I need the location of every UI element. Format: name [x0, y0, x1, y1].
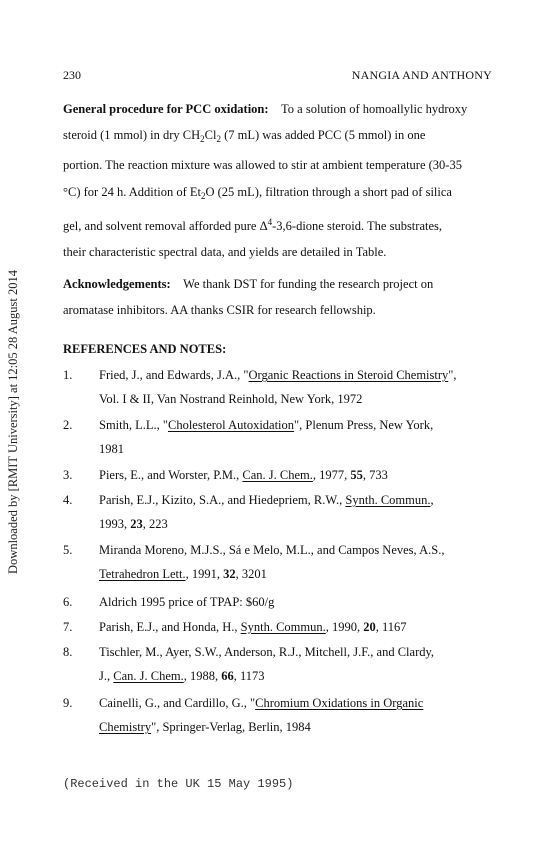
reference-text: Aldrich 1995 price of TPAP: $60/g: [99, 595, 275, 609]
reference-text: , 223: [142, 517, 168, 531]
reference-number: 5.: [63, 543, 73, 557]
reference-title: Chemistry: [99, 720, 152, 734]
reference-item: [63, 463, 493, 487]
reference-item: [63, 538, 493, 586]
superscript: 4: [267, 216, 273, 227]
reference-journal: Can. J. Chem.: [242, 468, 313, 482]
subscript: 2: [200, 190, 206, 201]
reference-title: Chromium Oxidations in Organic: [255, 696, 424, 710]
procedure-text: °C) for 24 h. Addition of Et: [63, 184, 201, 199]
reference-number: 8.: [63, 645, 73, 659]
reference-text: , 3201: [235, 567, 267, 581]
reference-text: J.,: [99, 669, 114, 683]
reference-text: , 1991,: [185, 567, 224, 581]
reference-text: , 733: [362, 468, 388, 482]
acknowledgements-text: We thank DST for funding the research project on: [183, 277, 434, 291]
reference-text: ,: [430, 493, 434, 507]
reference-text: 1993,: [99, 517, 131, 531]
procedure-text: To a solution of homoallylic hydroxy: [281, 102, 468, 116]
reference-number: 3.: [63, 468, 73, 482]
reference-item: [63, 413, 493, 461]
reference-text: Cainelli, G., and Cardillo, G., ": [99, 696, 256, 710]
reference-text: Vol. I & II, Van Nostrand Reinhold, New York, 1972: [99, 392, 363, 406]
reference-text: 1981: [99, 442, 124, 456]
reference-text: Parish, E.J., and Honda, H.,: [99, 620, 241, 634]
reference-number: 6.: [63, 595, 73, 609]
reference-text: Piers, E., and Worster, P.M.,: [99, 468, 243, 482]
procedure-text: O (25 mL), filtration through a short pad of silica: [205, 184, 452, 199]
subscript: 2: [216, 134, 221, 145]
reference-number: 9.: [63, 696, 73, 710]
reference-volume: 23: [130, 517, 143, 531]
reference-text: , 1173: [233, 669, 265, 683]
reference-text: , 1977,: [312, 468, 351, 482]
procedure-text: portion. The reaction mixture was allowed to stir at ambient temperature (30-35: [63, 158, 462, 173]
reference-text: ", Plenum Press, New York,: [294, 418, 434, 432]
procedure-text: Cl: [204, 128, 217, 143]
reference-item: [63, 615, 493, 639]
reference-number: 4.: [63, 493, 73, 507]
reference-text: ", Springer-Verlag, Berlin, 1984: [151, 720, 311, 734]
procedure-text: -3,6-dione steroid. The substrates,: [272, 218, 442, 233]
reference-number: 2.: [63, 418, 73, 432]
reference-text: , 1990,: [325, 620, 364, 634]
acknowledgements-text: aromatase inhibitors. AA thanks CSIR for research fellowship.: [63, 303, 376, 318]
procedure-text: steroid (1 mmol) in dry CH: [63, 128, 201, 143]
reference-journal: Synth. Commun.: [345, 493, 431, 507]
subscript: 2: [200, 134, 205, 145]
reference-text: Smith, L.L., ": [99, 418, 168, 432]
procedure-text: their characteristic spectral data, and yields are detailed in Table.: [63, 245, 387, 260]
references-heading: REFERENCES AND NOTES:: [63, 342, 227, 356]
reference-text: ",: [448, 368, 457, 382]
page-number: 230: [63, 68, 81, 82]
reference-title: Cholesterol Autoxidation: [168, 418, 295, 432]
acknowledgements-heading: Acknowledgements:: [63, 277, 171, 291]
procedure-paragraph: [63, 96, 487, 265]
procedure-heading: General procedure for PCC oxidation:: [63, 102, 269, 116]
reference-text: Fried, J., and Edwards, J.A., ": [99, 368, 249, 382]
reference-item: [63, 640, 493, 688]
acknowledgements-paragraph: [63, 271, 487, 323]
reference-item: [63, 488, 493, 536]
reference-text: , 1167: [375, 620, 407, 634]
download-watermark: Downloaded by [RMIT University] at 12:05 28 August 2014: [6, 270, 20, 574]
reference-text: , 1988,: [183, 669, 222, 683]
reference-journal: Synth. Commun.: [240, 620, 326, 634]
reference-text: Parish, E.J., Kizito, S.A., and Hiedepriem, R.W.,: [99, 493, 346, 507]
reference-journal: Can. J. Chem.: [113, 669, 184, 683]
reference-volume: 55: [350, 468, 363, 482]
reference-journal: Tetrahedron Lett.: [99, 567, 186, 581]
reference-text: Tischler, M., Ayer, S.W., Anderson, R.J., Mitchell, J.F., and Clardy,: [99, 645, 435, 659]
reference-volume: 32: [223, 567, 236, 581]
reference-volume: 20: [363, 620, 376, 634]
reference-number: 7.: [63, 620, 73, 634]
reference-item: [63, 363, 493, 411]
procedure-text: gel, and solvent removal afforded pure Δ: [63, 218, 268, 233]
reference-volume: 66: [221, 669, 234, 683]
reference-item: [63, 691, 493, 739]
running-title: NANGIA AND ANTHONY: [351, 68, 492, 82]
reference-text: Miranda Moreno, M.J.S., Sá e Melo, M.L., and Campos Neves, A.S.,: [99, 543, 445, 557]
received-note: (Received in the UK 15 May 1995): [63, 777, 294, 791]
reference-title: Organic Reactions in Steroid Chemistry: [248, 368, 449, 382]
reference-number: 1.: [63, 368, 73, 382]
reference-item: [63, 590, 493, 614]
procedure-text: (7 mL) was added PCC (5 mmol) in one: [220, 128, 426, 143]
